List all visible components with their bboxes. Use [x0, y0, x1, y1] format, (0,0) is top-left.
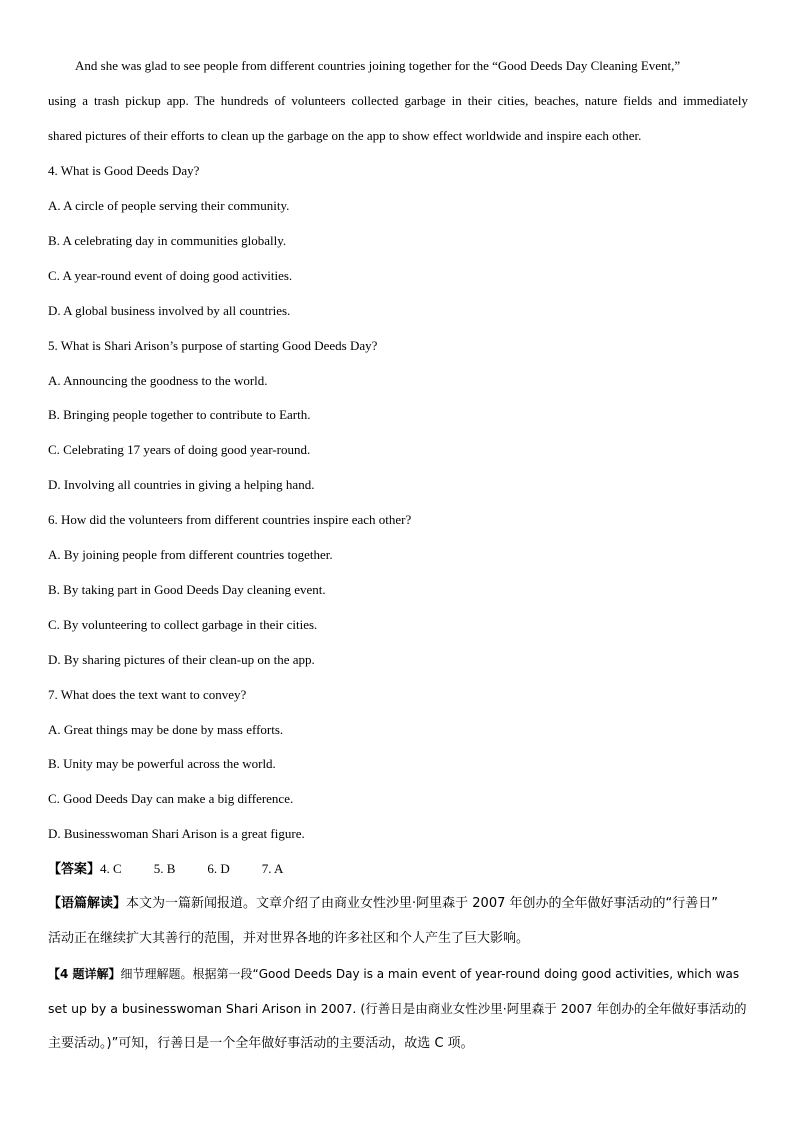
question-5-option-c: C. Celebrating 17 years of doing good year-round. [48, 442, 311, 457]
analysis-line-1 [48, 896, 748, 912]
analysis-label: 【语篇解读】 [48, 896, 127, 911]
detail-4-line-2: set up by a businesswoman Shari Arison in 2007. (行善日是由商业女性沙里·阿里森于 2007 年创办的全年做好事活动的 [48, 1001, 747, 1016]
analysis-text-1: 本文为一篇新闻报道。文章介绍了由商业女性沙里·阿里森于 2007 年创办的全年做好事活动的“行善日” [126, 896, 718, 911]
question-5-option-d: D. Involving all countries in giving a helping hand. [48, 477, 315, 492]
answer-item: 6. D [207, 861, 230, 876]
passage-line-1: And she was glad to see people from different countries joining together for the “Good Deeds Day Cleaning Event,” [75, 58, 681, 73]
detail-4-text-1: 细节理解题。根据第一段“Good Deeds Day is a main event of year-round doing good activities, which was [120, 967, 740, 981]
question-7-option-d: D. Businesswoman Shari Arison is a great figure. [48, 826, 305, 841]
answer-key [48, 861, 748, 878]
question-5-option-b: B. Bringing people together to contribute to Earth. [48, 407, 311, 422]
question-5-option-a: A. Announcing the goodness to the world. [48, 373, 268, 388]
question-7-option-c: C. Good Deeds Day can make a big difference. [48, 791, 294, 806]
question-6-option-a: A. By joining people from different countries together. [48, 547, 333, 562]
passage-line-2: using a trash pickup app. The hundreds of volunteers collected garbage in their cities, beaches, nature fields and immediately [48, 93, 748, 108]
answer-label: 【答案】 [48, 862, 101, 877]
question-6-option-b: B. By taking part in Good Deeds Day cleaning event. [48, 582, 326, 597]
detail-4-line-1 [48, 966, 748, 982]
question-4-option-a: A. A circle of people serving their community. [48, 198, 290, 213]
answer-item: 7. A [261, 861, 284, 876]
detail-4-label: 【4 题详解】 [48, 967, 121, 981]
question-5-stem: 5. What is Shari Arison’s purpose of starting Good Deeds Day? [48, 338, 378, 353]
analysis-line-2: 活动正在继续扩大其善行的范围，并对世界各地的许多社区和个人产生了巨大影响。 [48, 931, 530, 946]
question-4-option-b: B. A celebrating day in communities globally. [48, 233, 287, 248]
question-4-stem: 4. What is Good Deeds Day? [48, 163, 200, 178]
question-6-stem: 6. How did the volunteers from different countries inspire each other? [48, 512, 412, 527]
detail-4-line-3: 主要活动。)”可知，行善日是一个全年做好事活动的主要活动，故选 C 项。 [48, 1036, 474, 1051]
answer-item: 5. B [153, 861, 176, 876]
question-7-option-b: B. Unity may be powerful across the world. [48, 756, 276, 771]
question-4-option-c: C. A year-round event of doing good activities. [48, 268, 293, 283]
question-6-option-c: C. By volunteering to collect garbage in their cities. [48, 617, 318, 632]
question-6-option-d: D. By sharing pictures of their clean-up on the app. [48, 652, 315, 667]
passage-line-3: shared pictures of their efforts to clean up the garbage on the app to show effect worldwide and inspire each other. [48, 128, 642, 143]
question-7-stem: 7. What does the text want to convey? [48, 687, 247, 702]
answer-item: 4. C [100, 861, 122, 876]
question-4-option-d: D. A global business involved by all countries. [48, 303, 291, 318]
question-7-option-a: A. Great things may be done by mass efforts. [48, 722, 284, 737]
